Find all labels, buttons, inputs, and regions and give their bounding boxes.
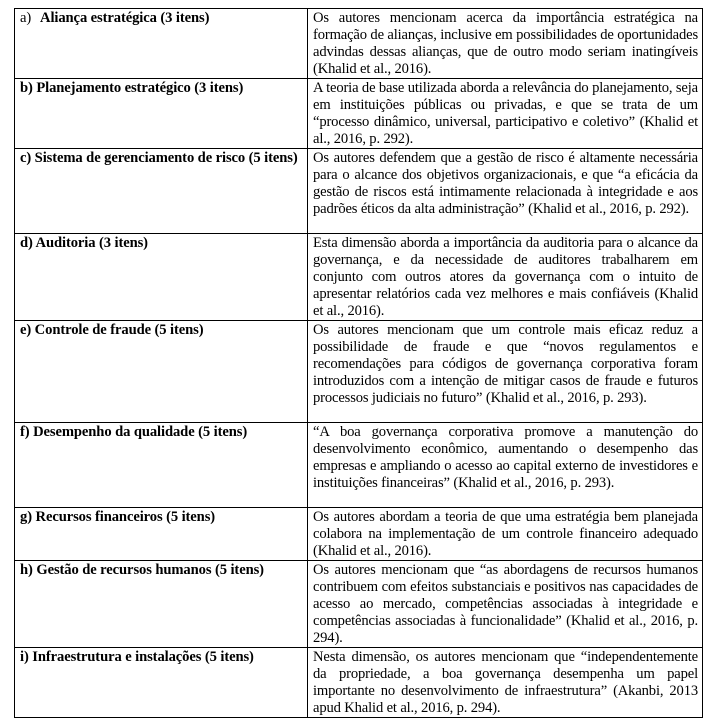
description-cell: Os autores mencionam acerca da importância estratégica na formação de alianças, inclusive em possibilidades de oportunidades advindas dessas alianças, que de outro modo seriam inatingíveis (Khalid et al., 2016).	[308, 9, 703, 79]
dimension-cell: h) Gestão de recursos humanos (5 itens)	[15, 561, 308, 648]
dimension-cell: d) Auditoria (3 itens)	[15, 234, 308, 321]
dimension-label: Aliança estratégica (3 itens)	[40, 10, 210, 26]
description-cell: Os autores abordam a teoria de que uma estratégia bem planejada colabora na implementação de um controle financeiro adequado (Khalid et al., 2016).	[308, 508, 703, 561]
description-cell: Nesta dimensão, os autores mencionam que “independentemente da propriedade, a boa governança desempenha um papel importante no desenvolvimento de infraestrutura” (Akanbi, 2013 apud Khalid et al., 2016, p. 294).	[308, 648, 703, 718]
dimension-cell: b) Planejamento estratégico (3 itens)	[15, 79, 308, 149]
dimension-cell: e) Controle de fraude (5 itens)	[15, 321, 308, 423]
description-cell: Os autores defendem que a gestão de risco é altamente necessária para o alcance dos objetivos organizacionais, e que “a eficácia da gestão de riscos está intimamente relacionada à integridade e aos padrões éticos da alta administração” (Khalid et al., 2016, p. 292).	[308, 149, 703, 234]
table-row	[15, 9, 703, 79]
table-row	[15, 423, 703, 508]
table-row	[15, 79, 703, 149]
table-row	[15, 648, 703, 718]
dimension-cell: g) Recursos financeiros (5 itens)	[15, 508, 308, 561]
table-row	[15, 149, 703, 234]
description-cell: Os autores mencionam que um controle mais eficaz reduz a possibilidade de fraude e que “novos regulamentos e recomendações para códigos de governança corporativa foram introduzidos com a intenção de mitigar casos de fraude e futuros processos judiciais no futuro” (Khalid et al., 2016, p. 293).	[308, 321, 703, 423]
description-cell: Os autores mencionam que “as abordagens de recursos humanos contribuem com efeitos substanciais e positivos nas capacidades de acesso ao mercado, competências associadas à integridade e competências associadas à funcionalidade” (Khalid et al., 2016, p. 294).	[308, 561, 703, 648]
dimension-cell: i) Infraestrutura e instalações (5 itens)	[15, 648, 308, 718]
dimension-cell	[15, 9, 308, 79]
description-cell: “A boa governança corporativa promove a manutenção do desenvolvimento econômico, aumentando o desempenho das empresas e ampliando o acesso ao capital externo de investidores e instituições financeiras” (Khalid et al., 2016, p. 293).	[308, 423, 703, 508]
description-cell: Esta dimensão aborda a importância da auditoria para o alcance da governança, e da necessidade de auditores trabalharem em conjunto com outros atores da governança com o intuito de apresentar relatórios cada vez melhores e mais confiáveis (Khalid et al., 2016).	[308, 234, 703, 321]
table-row	[15, 234, 703, 321]
dimension-prefix: a)	[20, 10, 32, 26]
table-row	[15, 561, 703, 648]
dimension-cell: c) Sistema de gerenciamento de risco (5 itens)	[15, 149, 308, 234]
description-cell: A teoria de base utilizada aborda a relevância do planejamento, seja em instituições públicas ou privadas, e que se trata de um “processo dinâmico, universal, participativo e coletivo” (Khalid et al., 2016, p. 292).	[308, 79, 703, 149]
dimension-cell: f) Desempenho da qualidade (5 itens)	[15, 423, 308, 508]
governance-dimensions-table	[14, 8, 703, 718]
table-row	[15, 321, 703, 423]
table-row	[15, 508, 703, 561]
